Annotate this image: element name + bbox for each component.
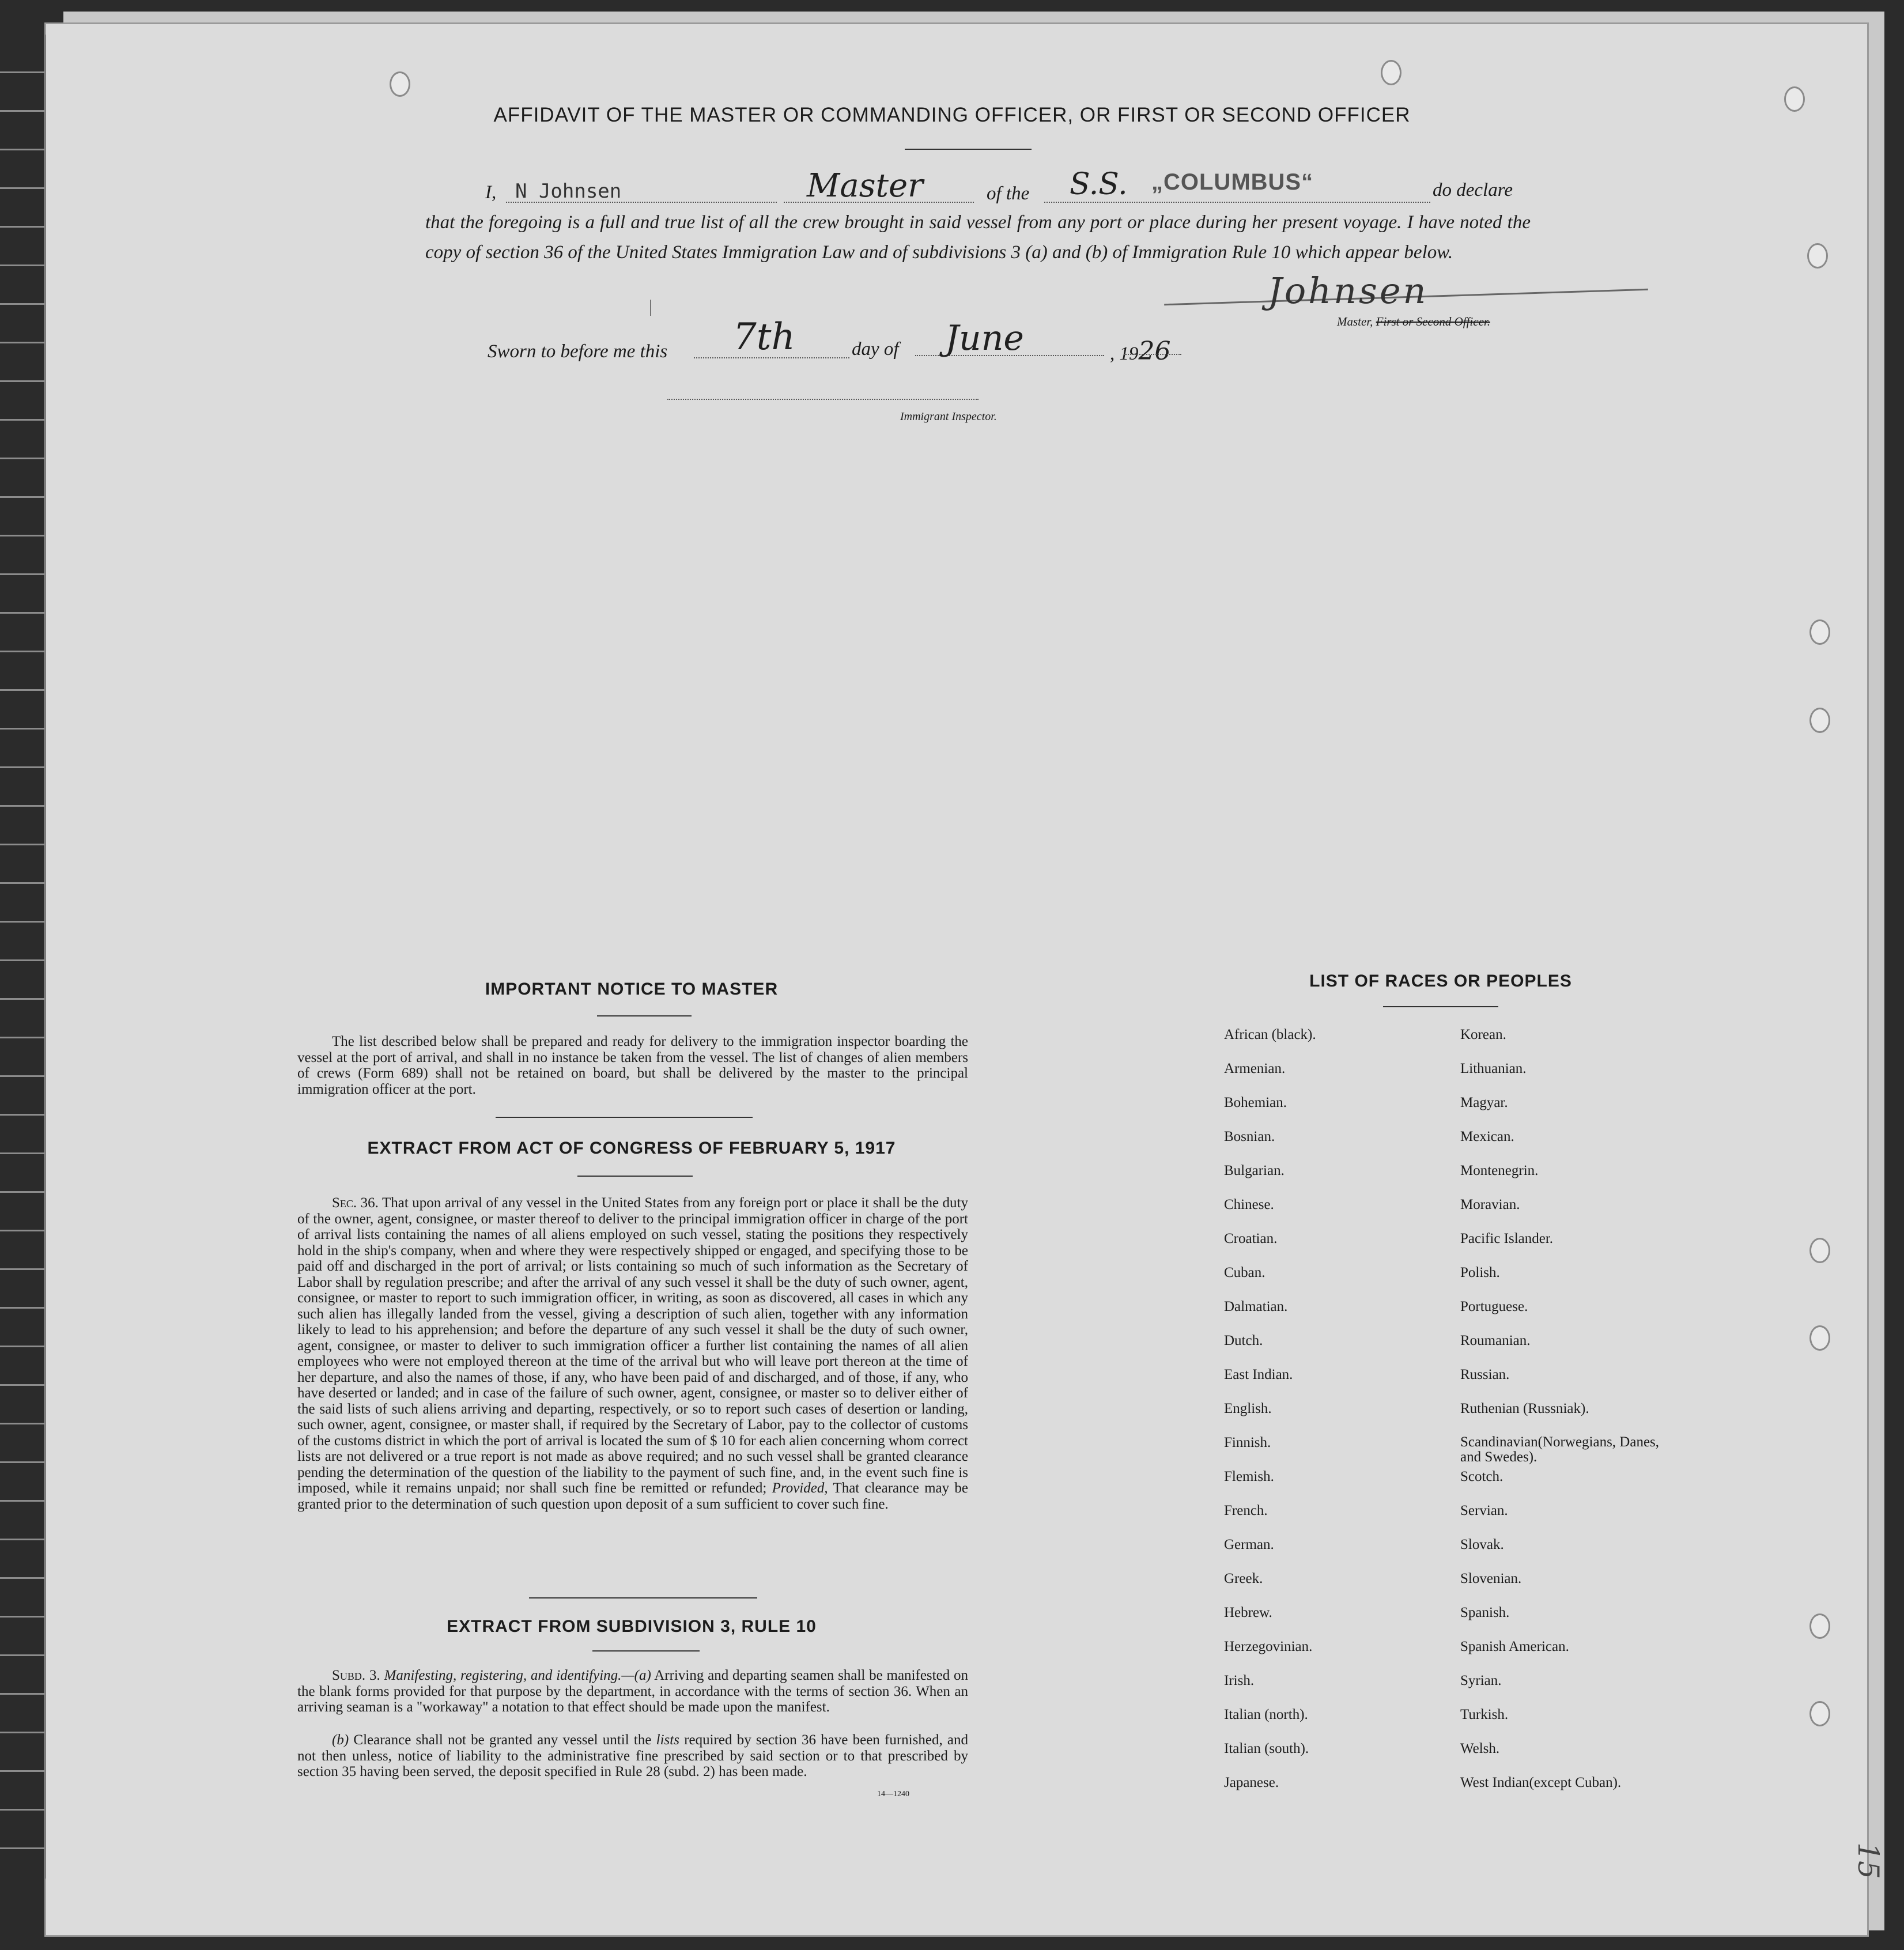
act-text	[297, 1195, 968, 1512]
race-item: Lithuanian.	[1460, 1061, 1527, 1076]
race-item: Greek.	[1224, 1571, 1263, 1586]
race-item: Armenian.	[1224, 1061, 1286, 1076]
margin-mark: 15	[1851, 1842, 1885, 1879]
vessel-line	[1044, 202, 1430, 203]
inspector-line	[667, 399, 979, 400]
inspector-caption: Immigrant Inspector.	[900, 410, 997, 423]
vessel-name: „COLUMBUS“	[1151, 169, 1314, 195]
race-item: Turkish.	[1460, 1707, 1509, 1722]
race-item: Scotch.	[1460, 1469, 1503, 1484]
punch-hole	[1809, 619, 1830, 645]
race-item: Hebrew.	[1224, 1605, 1272, 1620]
race-item: Irish.	[1224, 1673, 1255, 1688]
race-item: Bosnian.	[1224, 1129, 1275, 1144]
rule-subd: Subd. 3.	[332, 1668, 380, 1683]
notice-divider	[496, 1117, 753, 1118]
rule-text-b-ital: lists	[656, 1732, 679, 1748]
rank-value: Master	[807, 167, 923, 205]
races-left-column	[1224, 1027, 1443, 1809]
race-item: African (black).	[1224, 1027, 1316, 1042]
day-of-label: day of	[852, 339, 899, 360]
affidavit-title: AFFIDAVIT OF THE MASTER OR COMMANDING OFFICER, OR FIRST OR SECOND OFFICER	[493, 104, 1411, 126]
race-item: Roumanian.	[1460, 1333, 1531, 1348]
divider-short	[650, 300, 651, 316]
race-item: East Indian.	[1224, 1367, 1293, 1382]
rule-text-a-body: Arriving and departing seamen shall be manifested on the blank forms provided for that purpose by the department, in accordance with the terms of section 36. When an arriving seaman is a "workaway" a notation to that effect should be made upon the manifest.	[297, 1668, 969, 1715]
officer-caption-master: Master,	[1337, 315, 1373, 328]
signature: Johnsen	[1268, 270, 1429, 312]
officer-caption	[1337, 315, 1490, 329]
officer-caption-struck: First or Second Officer.	[1376, 315, 1490, 328]
race-item: Italian (north).	[1224, 1707, 1308, 1722]
race-item: Slovak.	[1460, 1537, 1504, 1552]
punch-hole	[1809, 1325, 1830, 1351]
race-item: Portuguese.	[1460, 1299, 1528, 1314]
race-item: Chinese.	[1224, 1197, 1274, 1212]
race-item: Bulgarian.	[1224, 1163, 1285, 1178]
race-item: Montenegrin.	[1460, 1163, 1539, 1178]
race-item: Spanish American.	[1460, 1639, 1569, 1654]
year-prefix: , 1926	[1110, 337, 1171, 366]
year-prefix-text: 19	[1119, 343, 1139, 364]
race-item: Servian.	[1460, 1503, 1508, 1518]
race-item: Scandinavian(Norwegians, Danes, and Swedes).	[1460, 1434, 1660, 1465]
race-item: Mexican.	[1460, 1129, 1514, 1144]
month-value: June	[945, 318, 1024, 358]
notice-rule	[597, 1015, 692, 1016]
affidavit-body: that the foregoing is a full and true list of all the crew brought in said vessel from any port or place during her present voyage. I have noted the copy of section 36 of the United States Immigration Law and of subdivisions 3 (a) and (b) of Immigration Rule 10 which appear below.	[425, 212, 1531, 263]
act-sec: Sec. 36.	[332, 1195, 379, 1211]
race-item: Herzegovinian.	[1224, 1639, 1313, 1654]
race-item: Cuban.	[1224, 1265, 1265, 1280]
rule-b-label: (b)	[332, 1732, 349, 1748]
act-rule	[577, 1176, 693, 1177]
punch-hole	[1809, 1613, 1830, 1639]
races-rule	[1383, 1006, 1498, 1007]
race-item: Italian (south).	[1224, 1741, 1309, 1756]
sworn-label: Sworn to before me this	[488, 341, 668, 362]
race-item: West Indian(except Cuban).	[1460, 1775, 1622, 1790]
notice-title: IMPORTANT NOTICE TO MASTER	[485, 980, 779, 999]
races-right-column	[1460, 1027, 1691, 1809]
race-item: Ruthenian (Russniak).	[1460, 1401, 1589, 1416]
notice-text-body: The list described below shall be prepared and ready for delivery to the immigration inspector boarding the vessel at the port of arrival, and shall in no instance be taken from the vessel. The list of changes of alien members of crews (Form 689) shall not be retained on board, but shall be delivered by the master to the principal immigration officer at the port.	[297, 1034, 968, 1097]
rule-title: EXTRACT FROM SUBDIVISION 3, RULE 10	[447, 1617, 817, 1636]
race-item: Bohemian.	[1224, 1095, 1287, 1110]
act-text-tail: That clearance may be granted prior to the determination of such question upon deposit of a sum sufficient to cover such fine.	[297, 1480, 968, 1512]
day-value: 7th	[733, 316, 795, 358]
rule-subd-heading: Manifesting, registering, and identifying.—(a)	[384, 1668, 651, 1683]
punch-hole	[1809, 1238, 1830, 1263]
title-rule	[905, 149, 1032, 150]
race-item: Syrian.	[1460, 1673, 1502, 1688]
rule-text-a	[297, 1668, 968, 1715]
year-line	[1124, 354, 1181, 355]
punch-hole	[1809, 1701, 1830, 1726]
race-item: Polish.	[1460, 1265, 1500, 1280]
race-item: Magyar.	[1460, 1095, 1508, 1110]
race-item: Spanish.	[1460, 1605, 1510, 1620]
race-item: Dalmatian.	[1224, 1299, 1288, 1314]
race-item: French.	[1224, 1503, 1268, 1518]
punch-hole	[1809, 708, 1830, 733]
declarant-prefix: I,	[485, 182, 497, 203]
act-divider	[529, 1597, 757, 1598]
race-item: Pacific Islander.	[1460, 1231, 1554, 1246]
vessel-prefix: S.S.	[1070, 167, 1128, 202]
race-item: English.	[1224, 1401, 1272, 1416]
year-value: 26	[1138, 337, 1171, 366]
punch-hole	[1807, 243, 1828, 269]
do-declare-label: do declare	[1433, 180, 1513, 201]
of-the-label: of the	[987, 183, 1030, 204]
races-title: LIST OF RACES OR PEOPLES	[1309, 972, 1572, 991]
rule-text-b	[297, 1732, 968, 1780]
race-item: Japanese.	[1224, 1775, 1279, 1790]
race-item: Slovenian.	[1460, 1571, 1522, 1586]
rule-text-b2: required by section 36 have been furnished, and not then unless, notice of liability to the administrative fine prescribed by said section or to that prescribed by section 35 having been served, the deposit specified in Rule 28 (subd. 2) has been made.	[297, 1732, 969, 1779]
ruled-edge	[0, 35, 46, 1879]
race-item: Moravian.	[1460, 1197, 1520, 1212]
act-text-body: That upon arrival of any vessel in the United States from any foreign port or place it shall be the duty of the owner, agent, consignee, or master thereof to deliver to the principal immigration officer in charge of the port of arrival lists containing the names of all aliens employed on such vessel, stating the positions they respectively hold in the ship's company, when and where they were respectively shipped or engaged, and specifying those to be paid off and discharged in the port of arrival; or lists containing so much of such information as the Secretary of Labor shall by regulation prescribe; and after the arrival of any such vessel it shall be the duty of such owner, agent, consignee, or master to report to such immigration officer, in writing, as soon as discovered, all cases in which any such alien has illegally landed from the vessel, giving a description of such alien, together with any information likely to lead to his apprehension; and before the departure of any such vessel it shall be the duty of such owner, agent, consignee, or master to deliver to such immigration officer a further list containing the names of all alien employees who were not employed thereon at the time of the arrival but who will leave port thereon at the time of her departure, and also the names of those, if any, who have been paid of and discharged, and of those, if any, who have deserted or landed; and in case of the failure of such owner, agent, consignee, or master so to deliver either of the said lists of such aliens arriving and departing, respectively, or so to report such cases of desertion or landing, such owner, agent, consignee, or master shall, if required by the Secretary of Labor, pay to the collector of customs of the customs district in which the port of arrival is located the sum of $ 10 for each alien concerning whom correct lists are not delivered or a true report is not made as above required; and no such vessel shall be granted clearance pending the determination of the question of the liability to the payment of such fine, and, in the event such fine is imposed, while it remains unpaid; nor shall such fine be remitted or refunded;	[297, 1195, 968, 1496]
declarant-name: N Johnsen	[515, 180, 622, 203]
race-item: Russian.	[1460, 1367, 1510, 1382]
race-item: German.	[1224, 1537, 1274, 1552]
punch-hole	[1381, 60, 1401, 85]
race-item: Croatian.	[1224, 1231, 1278, 1246]
act-provided: Provided,	[772, 1480, 828, 1496]
race-item: Korean.	[1460, 1027, 1506, 1042]
notice-text	[297, 1034, 968, 1097]
act-title: EXTRACT FROM ACT OF CONGRESS OF FEBRUARY 5, 1917	[367, 1139, 896, 1158]
punch-hole	[390, 71, 410, 97]
race-item: Finnish.	[1224, 1435, 1271, 1450]
race-item: Welsh.	[1460, 1741, 1500, 1756]
form-number: 14—1240	[877, 1790, 909, 1798]
rule-rule	[592, 1650, 700, 1652]
race-item: Dutch.	[1224, 1333, 1263, 1348]
race-item: Flemish.	[1224, 1469, 1274, 1484]
rule-text-b1: Clearance shall not be granted any vessel until the	[353, 1732, 652, 1748]
